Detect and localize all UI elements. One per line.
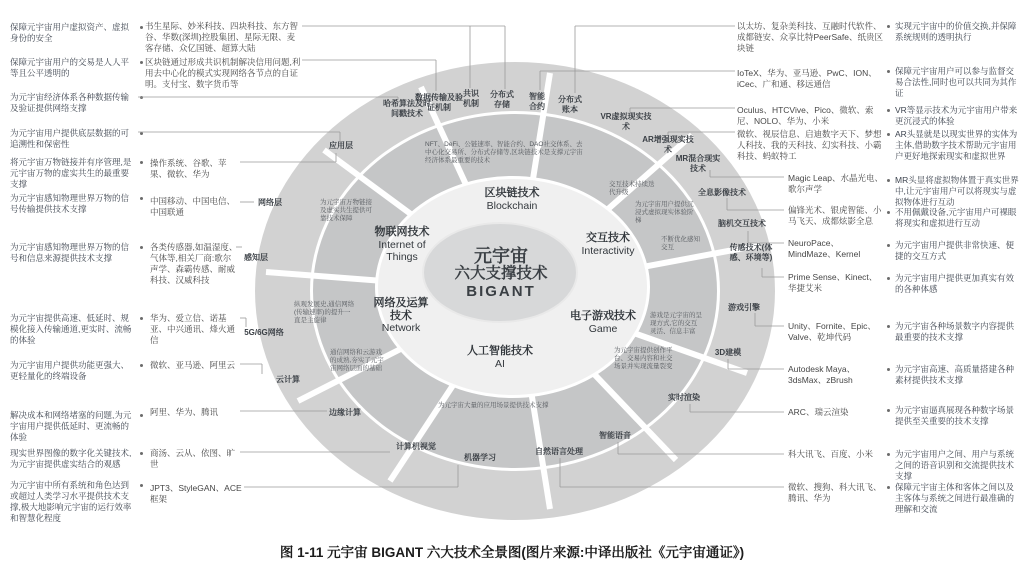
- ring-segment-label: 机器学习: [464, 453, 496, 462]
- right-description: 为元宇宙用户提供非常快速、便捷的交互方式: [895, 240, 1021, 262]
- right-companies: NeuroPace、MindMaze、Kernel: [788, 238, 861, 259]
- left-description: 为元宇宙提供高速、低延时、规模化接入传输通道,更实时、流畅的体验: [10, 313, 134, 346]
- core-tech-en: Internet of Things: [378, 238, 426, 263]
- ring-note: NFT、DeFi、公链速率、智能合约、DAO社交体系、去中心化交易所、分布式存储等,区块链技术是支撑元宇宙经济体系最重要的技术: [425, 141, 583, 164]
- ring-segment-label: 智能合约: [529, 92, 545, 111]
- left-description: 解决成本和网络堵塞的问题,为元宇宙用户提供低延时、更流畅的体验: [10, 410, 134, 443]
- figure-caption: 图 1-11 元宇宙 BIGANT 六大技术全景图(图片来源:中译出版社《元宇宙通证》): [279, 545, 745, 560]
- ring-segment-label: AR增强现实技术: [642, 135, 694, 154]
- left-companies: 微软、亚马逊、阿里云: [150, 360, 236, 370]
- ring-segment-label: 全息影像技术: [698, 188, 746, 197]
- ring-segment-label: 实时渲染: [668, 393, 700, 402]
- ring-segment-label: 计算机视觉: [396, 442, 436, 451]
- right-companies: 微软、视辰信息、启迪数字天下、梦想人科技、我的天科技、幻实科技、小霸科技、蚂蚁特工: [737, 129, 882, 161]
- left-description: 保障元宇宙用户的交易是人人平等且公平透明的: [10, 57, 134, 79]
- ring-segment-label: 哈希算法及时间戳技术: [383, 99, 431, 118]
- center-title-line2: 六大支撑技术: [454, 265, 548, 282]
- right-companies: IoTeX、华为、亚马逊、PwC、ION、iCec、广和通、移远通信: [737, 68, 877, 89]
- ring-segment-label: 共识机制: [463, 89, 479, 108]
- left-description: 为元宇宙感知物理世界万物的信号和信息来源提供技术支撑: [10, 242, 134, 264]
- right-description: 为元宇宙逼真展现各种数字场景提供至关重要的技术支撑: [895, 405, 1021, 427]
- left-companies: 商汤、云从、依图、旷世: [150, 448, 236, 469]
- right-description: MR头显将虚拟物体置于真实世界中,让元宇宙用户可以将现实与虚拟物体进行互动: [895, 175, 1021, 208]
- right-companies: Magic Leap、水晶光电、歌尔声学: [788, 173, 883, 194]
- left-companies: 区块链通过形成共识机制解决信用问题,利用去中心化的模式实现网络各节点的自证明。支付宝、数字货币等: [145, 57, 301, 89]
- right-description: 保障元宇宙主体和客体之间以及主客体与系统之间进行最准确的理解和交流: [895, 482, 1021, 515]
- core-tech-en: Blockchain: [486, 199, 538, 212]
- left-companies: 各类传感器,如温湿度、气体等,相关厂商:歌尔声学、森霸传感、耐威科技、汉威科技: [150, 242, 238, 285]
- ring-segment-label: 分布式账本: [558, 95, 582, 114]
- right-companies: ARC、瑞云渲染: [788, 407, 849, 417]
- ring-segment-label: 智能语音: [599, 431, 631, 440]
- right-description: 不用佩戴设备,元宇宙用户可裸眼将现实和虚拟进行互动: [895, 207, 1021, 229]
- center-title-line3: BIGANT: [466, 283, 536, 300]
- right-companies: Oculus、HTCVive、Pico、微软、索尼、NOLO、华为、小米: [737, 105, 874, 126]
- left-companies: 操作系统、谷歌、苹果、微软、华为: [150, 158, 227, 179]
- right-description: AR头显就是以现实世界的实体为主体,借助数字技术帮助元宇宙用户更好地探索现实和虚拟世界: [895, 129, 1021, 162]
- ring-segment-label: MR混合现实技术: [675, 154, 721, 173]
- ring-segment-label: 5G/6G网络: [244, 328, 284, 337]
- core-tech-zh: 交互技术: [586, 232, 630, 244]
- core-tech-zh: 物联网技术: [374, 226, 430, 238]
- ring-segment-label: 游戏引擎: [728, 303, 760, 312]
- ring-segment-label: 脑机交互技术: [718, 219, 766, 228]
- left-companies: 中国移动、中国电信、中国联通: [150, 196, 236, 217]
- left-description: 将元宇宙万物链接并有序管理,是元宇宙万物的虚实共生的最重要支撑: [10, 157, 134, 190]
- left-description: 为元宇宙感知物理世界万物的信号传输提供技术支撑: [10, 193, 134, 215]
- ring-note: 交互技术持续迭代升级: [609, 181, 655, 196]
- ring-segment-label: 数据传输及验证机制: [415, 93, 463, 112]
- ring-segment-label: 云计算: [276, 375, 300, 384]
- left-description: 为元宇宙用户提供功能更强大、更轻量化的终端设备: [10, 360, 134, 382]
- ring-segment-label: VR虚拟现实技术: [600, 112, 652, 131]
- core-tech-zh: 电子游戏技术: [570, 310, 636, 322]
- left-description: 为元宇宙用户提供底层数据的可追溯性和保密性: [10, 128, 134, 150]
- right-description: 为元宇宙用户提供更加真实有效的各种体感: [895, 273, 1021, 295]
- ring-segment-label: 3D建模: [714, 348, 742, 357]
- right-companies: 以太坊、复杂美科技、互融时代软件、成都链安、众享比特PeerSafe、纸贵区块链: [737, 21, 883, 53]
- right-description: 实现元宇宙中的价值交换,并保障系统规则的透明执行: [895, 21, 1021, 43]
- left-description: 为元宇宙经济体系各种数据传输及验证提供网络支撑: [10, 92, 134, 114]
- core-tech-zh: 区块链技术: [484, 187, 540, 199]
- right-description: 保障元宇宙用户可以参与监督交易合法性,同时也可以共同为其作证: [895, 66, 1021, 99]
- center-title-line1: 元宇宙: [474, 246, 528, 266]
- right-description: VR等显示技术为元宇宙用户带来更沉浸式的体验: [895, 105, 1021, 127]
- ring-note: 为元宇宙万物链接及虚实共生提供可靠技术保障: [320, 199, 372, 222]
- core-tech-en: Game: [588, 322, 618, 335]
- right-description: 为元宇宙高速、高质量搭建各种素材提供技术支撑: [895, 364, 1021, 386]
- core-tech-zh: 网络及运算技术: [373, 297, 429, 322]
- ring-note: 为元宇宙大量的应用场景提供技术支撑: [438, 402, 549, 409]
- right-companies: Prime Sense、Kinect、华捷艾米: [788, 272, 878, 293]
- core-tech-zh: 人工智能技术: [467, 345, 533, 357]
- left-companies: 华为、爱立信、诺基亚、中兴通讯、烽火通信: [150, 313, 236, 345]
- core-tech-en: Network: [381, 322, 421, 334]
- ring-note: 通信网络和云游戏的成熟,夯实了元宇宙网络层面的基础: [330, 349, 384, 372]
- left-description: 为元宇宙中所有系统和角色达到或超过人类学习水平提供技术支撑,极大地影响元宇宙的运行效率和智慧化程度: [10, 480, 134, 524]
- left-companies: 阿里、华为、腾讯: [150, 407, 219, 417]
- ring-note: 为元宇宙提供创作平台、交易内容和社交场景并实现流量裂变: [614, 347, 673, 370]
- ring-segment-label: 感知层: [244, 253, 268, 262]
- left-companies: JPT3、StyleGAN、ACE框架: [150, 483, 242, 504]
- ring-note: 不断优化感知交互: [661, 236, 700, 251]
- core-tech-en: AI: [495, 357, 505, 370]
- ring-segment-label: 传感技术(体感、环境等): [729, 243, 773, 262]
- left-description: 保障元宇宙用户虚拟资产、虚拟身份的安全: [10, 22, 134, 44]
- ring-segment-label: 自然语言处理: [535, 447, 583, 456]
- ring-segment-label: 应用层: [329, 141, 353, 150]
- core-tech-en: Interactivity: [581, 244, 635, 257]
- right-companies: Unity、Fornite、Epic、Valve、乾坤代码: [788, 321, 876, 342]
- ring-segment-label: 分布式存储: [490, 90, 514, 109]
- ring-note: 为元宇宙用户提供沉浸式虚拟现实体验阶梯: [635, 201, 694, 224]
- right-companies: 微软、搜狗、科大讯飞、腾讯、华为: [788, 482, 882, 503]
- right-companies: Autodesk Maya、3dsMax、zBrush: [788, 364, 856, 385]
- right-description: 为元宇宙各种场景数字内容提供最重要的技术支撑: [895, 321, 1021, 343]
- left-description: 现实世界图像的数字化关键技术,为元宇宙提供虚实结合的观感: [10, 448, 134, 470]
- right-companies: 科大讯飞、百度、小米: [788, 449, 874, 459]
- ring-segment-label: 网络层: [258, 198, 282, 207]
- ring-note: 纵观发展史,通信网络(传输速率)的提升一直是主旋律: [294, 301, 355, 324]
- right-description: 为元宇宙用户之间、用户与系统之间的语音识别和交流提供技术支撑: [895, 449, 1021, 482]
- right-companies: 偏锋光术、银虎智能、小马飞天、成都炫影全息: [788, 205, 882, 226]
- left-companies: 书生星际、妙米科技、四块科技、东方智谷、华数(深圳)控股集团、星际无限、麦客存储、众亿国链、超算大陆: [145, 21, 299, 53]
- ring-note: 游戏是元宇宙的呈现方式,它的交互灵活、信息丰富: [650, 312, 702, 335]
- ring-segment-label: 边缘计算: [329, 408, 361, 417]
